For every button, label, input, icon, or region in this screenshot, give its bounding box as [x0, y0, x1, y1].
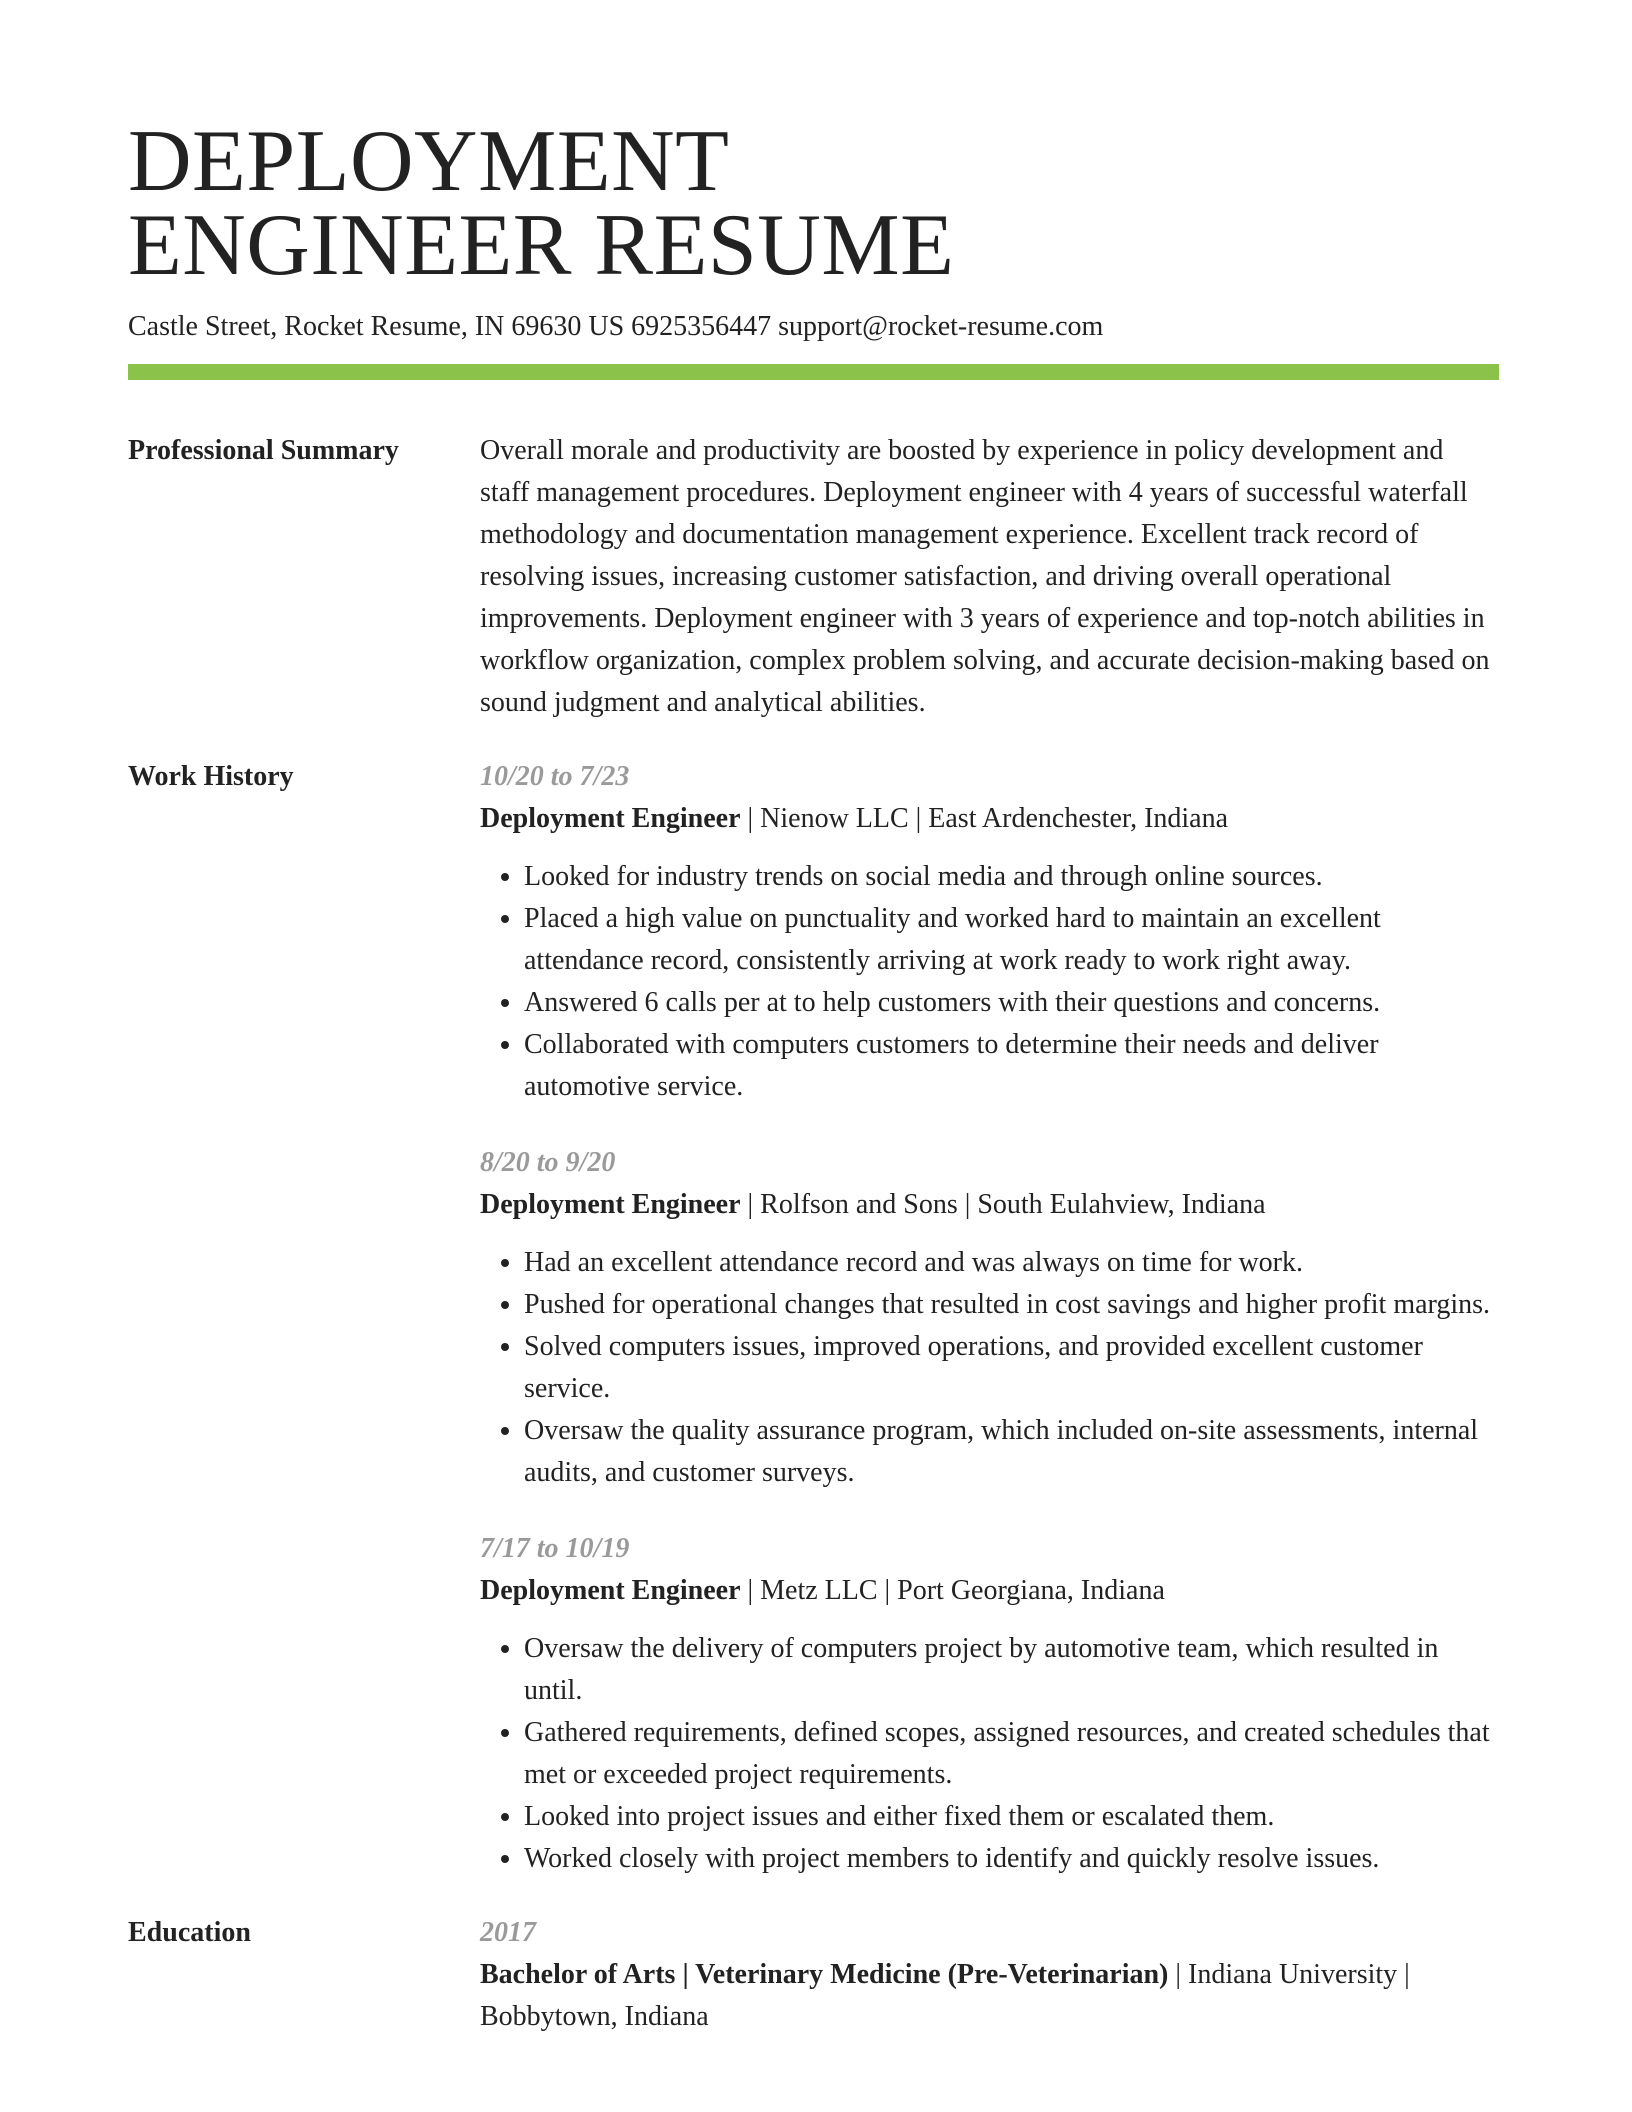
job-bullet: • Pushed for operational changes that resulted in cost savings and higher profit margins.	[524, 1284, 1499, 1326]
job-bullets	[480, 1242, 1499, 1494]
job-dates: 7/17 to 10/19	[480, 1533, 630, 1564]
title-line-2: ENGINEER RESUME	[128, 197, 955, 294]
job-details: | Rolfson and Sons | South Eulahview, Indiana	[740, 1189, 1266, 1220]
contact-info: Castle Street, Rocket Resume, IN 69630 US 6925356447 support@rocket-resume.com	[128, 311, 1104, 342]
job-bullet: • Gathered requirements, defined scopes, assigned resources, and created schedules that met or exceeded project requirements.	[524, 1712, 1499, 1796]
job-bullet: • Oversaw the delivery of computers project by automotive team, which resulted in until.	[524, 1628, 1499, 1712]
job-role-line	[480, 798, 1499, 840]
job-details: | Metz LLC | Port Georgiana, Indiana	[740, 1575, 1165, 1606]
job-dates: 10/20 to 7/23	[480, 761, 630, 792]
job-title: Deployment Engineer	[480, 1189, 741, 1220]
job-bullet: • Looked for industry trends on social media and through online sources.	[524, 856, 1499, 898]
job-bullets	[480, 1628, 1499, 1880]
professional-summary-section	[128, 430, 1499, 724]
job-entry	[480, 756, 1499, 1108]
job-bullets	[480, 856, 1499, 1108]
job-role-line	[480, 1184, 1499, 1226]
work-history-section	[128, 756, 1499, 1880]
section-label-work-history: Work History	[128, 761, 294, 792]
job-title: Deployment Engineer	[480, 803, 741, 834]
job-entry	[480, 1142, 1499, 1494]
job-bullet: • Oversaw the quality assurance program, which included on-site assessments, internal audits, and customer surveys.	[524, 1410, 1499, 1494]
job-role-line	[480, 1570, 1499, 1612]
job-dates: 8/20 to 9/20	[480, 1147, 616, 1178]
education-section	[128, 1912, 1499, 2038]
work-history-list	[480, 756, 1499, 1880]
job-bullet: • Placed a high value on punctuality and worked hard to maintain an excellent attendance record, consistently arriving at work ready to work right away.	[524, 898, 1499, 982]
job-bullet: • Answered 6 calls per at to help customers with their questions and concerns.	[524, 982, 1499, 1024]
title-line-1: DEPLOYMENT	[128, 113, 730, 210]
section-label-education: Education	[128, 1917, 251, 1948]
education-degree: Bachelor of Arts | Veterinary Medicine (Pre-Veterinarian)	[480, 1959, 1169, 1990]
job-details: | Nienow LLC | East Ardenchester, Indiana	[740, 803, 1229, 834]
resume-title	[128, 113, 1499, 294]
section-label-summary: Professional Summary	[128, 435, 399, 466]
job-bullet: • Worked closely with project members to identify and quickly resolve issues.	[524, 1838, 1499, 1880]
job-bullet: • Collaborated with computers customers to determine their needs and deliver automotive service.	[524, 1024, 1499, 1108]
education-entry	[480, 1912, 1499, 2038]
job-bullet: • Had an excellent attendance record and was always on time for work.	[524, 1242, 1499, 1284]
education-line	[480, 1954, 1499, 2038]
education-details: | Indiana University | Bobbytown, Indiana	[480, 1959, 1410, 2032]
job-bullet: • Solved computers issues, improved operations, and provided excellent customer service.	[524, 1326, 1499, 1410]
job-entry	[480, 1528, 1499, 1880]
education-year: 2017	[480, 1917, 536, 1948]
job-bullet: • Looked into project issues and either fixed them or escalated them.	[524, 1796, 1499, 1838]
job-title: Deployment Engineer	[480, 1575, 741, 1606]
summary-text: Overall morale and productivity are boosted by experience in policy development and staff management procedures. Deployment engineer with 4 years of successful waterfall methodology and documentation management experience. Excellent track record of resolving issues, increasing customer satisfaction, and driving overall operational improvements. Deployment engineer with 3 years of experience and top-notch abilities in workflow organization, complex problem solving, and accurate decision-making based on sound judgment and analytical abilities.	[480, 435, 1490, 718]
accent-divider	[128, 364, 1499, 380]
